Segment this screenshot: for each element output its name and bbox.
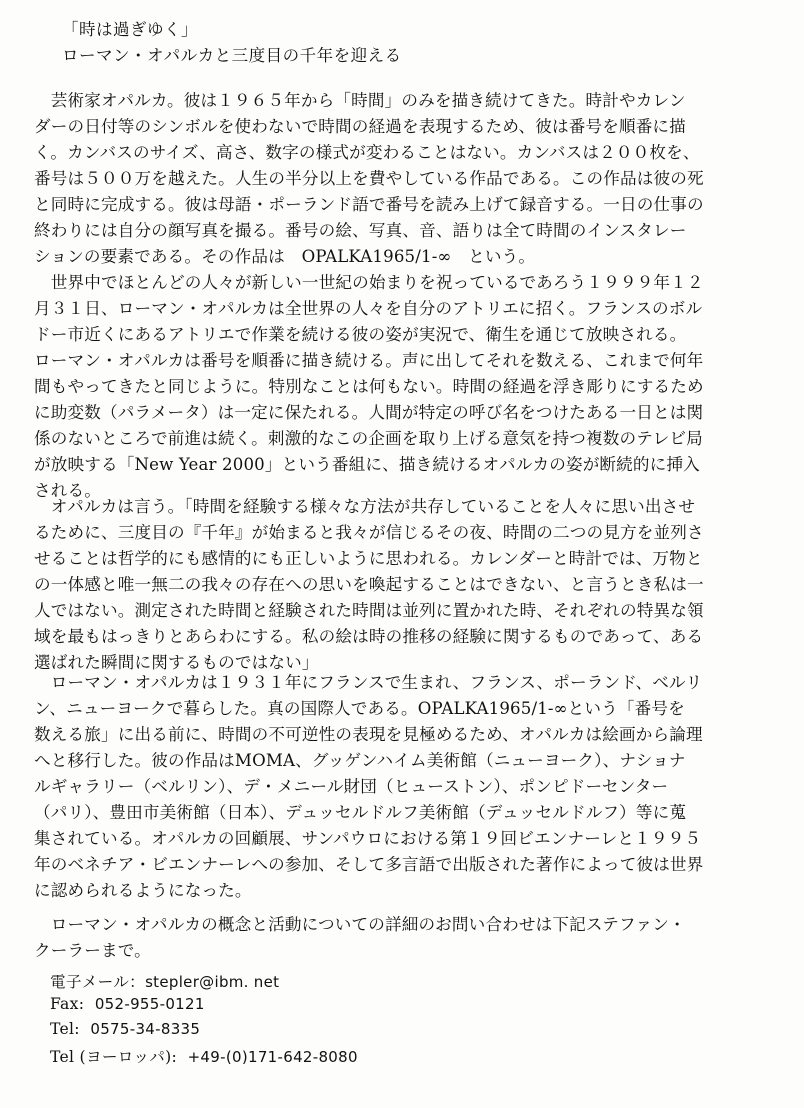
- text-line: 月３１日、ローマン・オパルカは全世界の人々を自分のアトリエに招く。フランスのボル: [34, 299, 703, 318]
- contact-email-label: 電子メール：: [50, 973, 146, 991]
- contact-email-value[interactable]: stepler@ibm. net: [145, 973, 280, 991]
- paragraph-contact-intro: [34, 912, 784, 964]
- text-line: 番号は５００万を越えた。人生の半分以上を費やしている作品である。この作品は彼の死: [34, 169, 704, 188]
- text-line: へと移行した。彼の作品はMOMA、グッゲンハイム美術館（ニューヨーク）、ナショナ: [34, 751, 686, 770]
- text-line: ションの要素である。その作品は OPALKA1965/1-∞ という。: [34, 247, 536, 266]
- text-line: 数える旅」に出る前に、時間の不可逆性の表現を見極めるため、オパルカは絵画から論理: [34, 725, 703, 744]
- document-title: 「時は過ぎゆく」: [62, 20, 198, 39]
- text-line: される。: [34, 481, 101, 500]
- text-line: 世界中でほとんどの人々が新しい一世紀の始まりを祝っているであろう１９９９年１２: [34, 273, 704, 292]
- text-line: 選ばれた瞬間に関するものではない」: [34, 653, 319, 672]
- text-line: 域を最もはっきりとあらわにする。私の絵は時の推移の経験に関するものであって、ある: [34, 627, 704, 646]
- text-line: が放映する「New Year 2000」という番組に、描き続けるオパルカの姿が断続的に挿入: [34, 455, 700, 474]
- text-line: に認められるようになった。: [34, 881, 252, 900]
- text-line: ルギャラリー（ベルリン）、デ・メニール財団（ヒューストン）、ポンピドーセンター: [34, 777, 669, 796]
- paragraph-artist-intro: [34, 88, 784, 270]
- text-line: 芸術家オパルカ。彼は１９６５年から「時間」のみを描き続けてきた。時計やカレン: [34, 91, 686, 110]
- text-line: クーラーまで。: [34, 941, 151, 960]
- text-line: の一体感と唯一無二の我々の存在への思いを喚起することはできない、と言うとき私は一: [34, 575, 704, 594]
- paragraph-millennium-event: [34, 270, 784, 504]
- paragraph-biography: [34, 670, 784, 904]
- text-line: 終わりには自分の顔写真を撮る。番号の絵、写真、音、語りは全て時間のインスタレー: [34, 221, 687, 240]
- contact-fax-value: 052-955-0121: [94, 995, 205, 1013]
- contact-tel-label: Tel:: [50, 1020, 80, 1038]
- text-line: ローマン・オパルカは１９３１年にフランスで生まれ、フランス、ポーランド、ベルリ: [34, 673, 703, 692]
- text-line: 人ではない。測定された時間と経験された時間は並列に置かれた時、それぞれの特異な領: [34, 601, 704, 620]
- contact-fax: [50, 995, 205, 1013]
- text-line: 間もやってきたと同じように。特別なことは何もない。時間の経過を浮き彫りにするため: [34, 377, 704, 396]
- text-line: （パリ）、豊田市美術館（日本）、デュッセルドルフ美術館（デュッセルドルフ）等に蒐: [34, 803, 687, 822]
- text-line: ドー市近くにあるアトリエで作業を続ける彼の姿が実況で、衛生を通じて放映される。: [34, 325, 687, 344]
- text-line: く。カンバスのサイズ、高さ、数字の様式が変わることはない。カンバスは２００枚を、: [34, 143, 700, 162]
- contact-tel-europe-value: +49-(0)171-642-8080: [187, 1048, 358, 1066]
- text-line: 集されている。オパルカの回顧展、サンパウロにおける第１９回ビエンナーレと１９９５: [34, 829, 702, 848]
- contact-tel-europe-label: Tel (ヨーロッパ):: [50, 1048, 178, 1066]
- text-line: 係のないところで前進は続く。刺激的なこの企画を取り上げる意気を持つ複数のテレビ局: [34, 429, 703, 448]
- text-line: るために、三度目の『千年』が始まると我々が信じるその夜、時間の二つの見方を並列さ: [34, 523, 704, 542]
- text-line: ローマン・オパルカは番号を順番に描き続ける。声に出してそれを数える、これまで何年: [34, 351, 704, 370]
- text-line: オパルカは言う。「時間を経験する様々な方法が共存していることを人々に思い出させ: [34, 497, 696, 516]
- text-line: せることは哲学的にも感情的にも正しいように思われる。カレンダーと時計では、万物と: [34, 549, 703, 568]
- contact-tel: [50, 1020, 200, 1038]
- text-line: ン、ニューヨークで暮らした。真の国際人である。OPALKA1965/1-∞という「番号を: [34, 699, 685, 718]
- document-subtitle: ローマン・オパルカと三度目の千年を迎える: [62, 46, 402, 65]
- contact-tel-value: 0575-34-8335: [90, 1020, 201, 1038]
- contact-tel-europe: [50, 1045, 358, 1067]
- text-line: に助変数（パラメータ）は一定に保たれる。人間が特定の呼び名をつけたある一日とは関: [34, 403, 704, 422]
- paragraph-opalka-quote: [34, 494, 784, 676]
- contact-email: [50, 970, 279, 992]
- text-line: ダーの日付等のシンボルを使わないで時間の経過を表現するため、彼は番号を順番に描: [34, 117, 686, 136]
- text-line: ローマン・オパルカの概念と活動についての詳細のお問い合わせは下記ステファン・: [34, 915, 686, 934]
- text-line: と同時に完成する。彼は母語・ポーランド語で番号を読み上げて録音する。一日の仕事の: [34, 195, 704, 214]
- contact-fax-label: Fax:: [50, 995, 85, 1013]
- text-line: 年のベネチア・ビエンナーレへの参加、そして多言語で出版された著作によって彼は世界: [34, 855, 704, 874]
